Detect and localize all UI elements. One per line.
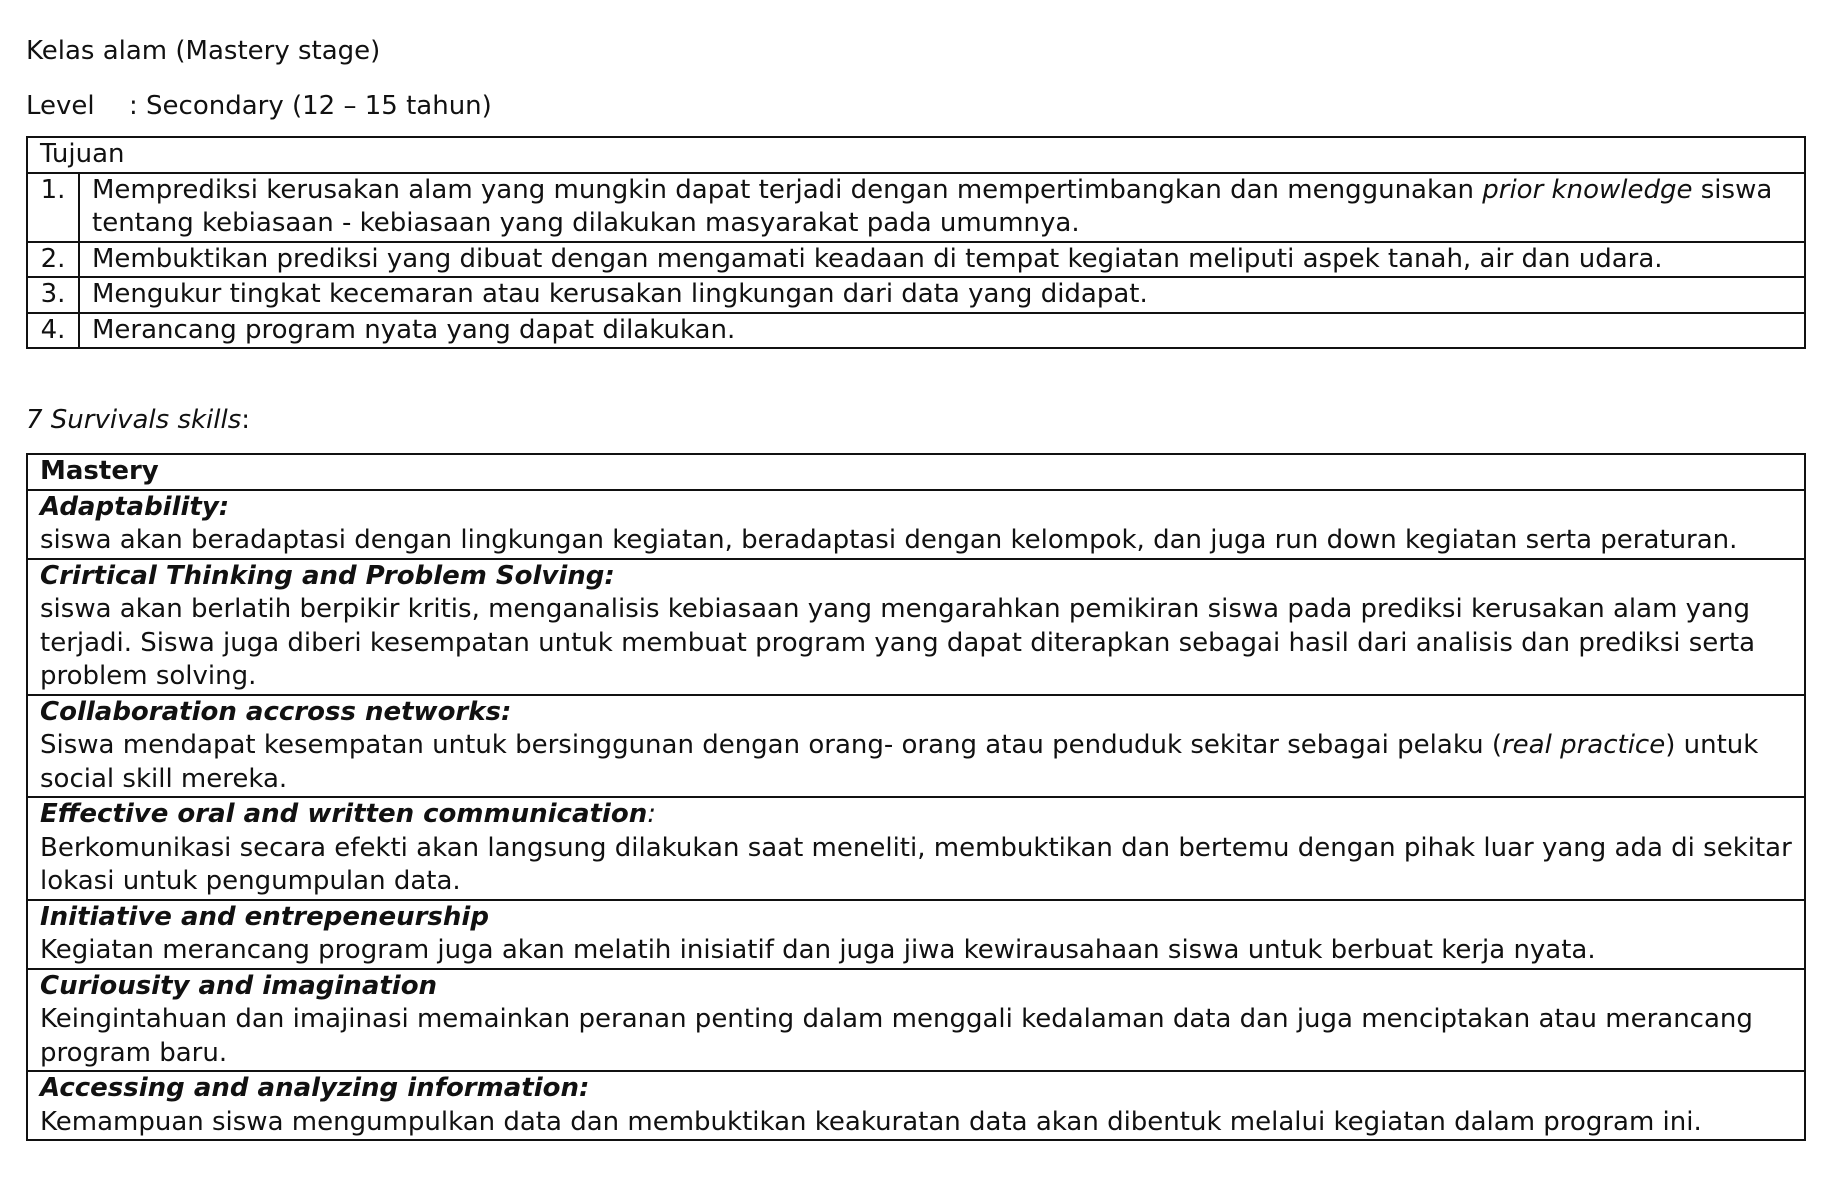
tujuan-number: 4. [27, 313, 79, 349]
skill-title: Collaboration accross networks: [40, 696, 512, 727]
skill-cell [27, 1071, 1805, 1140]
tujuan-number: 1. [27, 173, 79, 242]
skill-description: Keingintahuan dan imajinasi memainkan peranan penting dalam menggali kedalaman data dan juga menciptakan atau merancang program baru. [40, 1004, 1753, 1068]
tujuan-text-part: Memprediksi kerusakan alam yang mungkin dapat terjadi dengan mempertimbangkan dan menggunakan [92, 174, 1483, 205]
skill-description [40, 729, 1792, 796]
tujuan-text-emphasis: prior knowledge [1482, 174, 1693, 205]
skill-description: Kemampuan siswa mengumpulkan data dan membuktikan keakuratan data akan dibentuk melalui kegiatan dalam program ini. [40, 1106, 1702, 1137]
skill-title: Accessing and analyzing information: [40, 1073, 590, 1103]
tujuan-heading-row [27, 137, 1805, 173]
skill-row [27, 559, 1805, 695]
skill-title: Crirtical Thinking and Problem Solving: [40, 560, 615, 591]
skill-row [27, 1071, 1805, 1140]
skill-row [27, 797, 1805, 900]
skills-section-label [26, 403, 1806, 437]
skill-description: siswa akan berlatih berpikir kritis, menganalisis kebiasaan yang mengarahkan pemikiran siswa pada prediksi kerusakan alam yang terjadi. Siswa juga diberi kesempatan untuk membuat program yang dapat diterapkan sebagai hasil dari analisis dan prediksi serta problem solving. [40, 594, 1756, 691]
skill-cell [27, 969, 1805, 1072]
level-line [26, 89, 1806, 123]
skill-title [40, 798, 1792, 832]
skills-heading-row [27, 454, 1805, 490]
skill-cell [27, 695, 1805, 798]
level-label: Level [26, 91, 95, 121]
tujuan-text: Merancang program nyata yang dapat dilakukan. [79, 313, 1805, 349]
skills-heading: Mastery [27, 454, 1805, 490]
tujuan-text-part: siswa tentang kebiasaan - kebiasaan yang dilakukan masyarakat pada umumnya. [92, 174, 1773, 238]
skill-description: Berkomunikasi secara efekti akan langsung dilakukan saat meneliti, membuktikan dan bertemu dengan pihak luar yang ada di sekitar lokasi untuk pengumpulan data. [40, 832, 1792, 896]
skill-description: siswa akan beradaptasi dengan lingkungan kegiatan, beradaptasi dengan kelompok, dan juga run down kegiatan serta peraturan. [40, 525, 1738, 555]
tujuan-row [27, 313, 1805, 349]
document-title: Kelas alam (Mastery stage) [26, 36, 381, 66]
tujuan-text [79, 173, 1805, 242]
skill-title: Adaptability: [40, 491, 230, 522]
tujuan-number: 3. [27, 277, 79, 313]
skill-row [27, 695, 1805, 798]
skill-description-part: Siswa mendapat kesempatan untuk bersinggunan dengan orang- orang atau penduduk sekitar sebagai pelaku ( [40, 730, 1502, 760]
skill-cell [27, 797, 1805, 900]
skill-title-colon: : [647, 799, 656, 829]
skill-cell [27, 559, 1805, 695]
skills-label-colon: : [241, 405, 251, 435]
skill-description: Kegiatan merancang program juga akan melatih inisiatif dan juga jiwa kewirausahaan siswa untuk berbuat kerja nyata. [40, 935, 1596, 965]
skill-description-emphasis: real practice [1501, 730, 1666, 760]
skill-cell [27, 900, 1805, 969]
tujuan-heading: Tujuan [27, 137, 1805, 173]
level-value: : Secondary (12 – 15 tahun) [129, 91, 492, 121]
tujuan-row [27, 277, 1805, 313]
skill-title: Initiative and entrepeneurship [40, 901, 489, 932]
skills-label-text: 7 Survivals skills [26, 405, 242, 435]
skill-row [27, 900, 1805, 969]
skill-title: Curiousity and imagination [40, 970, 438, 1001]
skills-table [26, 453, 1806, 1141]
tujuan-table [26, 136, 1806, 349]
tujuan-row [27, 242, 1805, 278]
tujuan-number: 2. [27, 242, 79, 278]
tujuan-row [27, 173, 1805, 242]
skill-cell [27, 490, 1805, 559]
document-page [26, 34, 1806, 1141]
skill-row [27, 969, 1805, 1072]
tujuan-text: Mengukur tingkat kecemaran atau kerusakan lingkungan dari data yang didapat. [79, 277, 1805, 313]
skill-title-text: Effective oral and written communication [40, 799, 648, 829]
skill-row [27, 490, 1805, 559]
skill-description-part: ) untuk social skill mereka. [40, 730, 1759, 794]
tujuan-text: Membuktikan prediksi yang dibuat dengan mengamati keadaan di tempat kegiatan meliputi aspek tanah, air dan udara. [79, 242, 1805, 278]
